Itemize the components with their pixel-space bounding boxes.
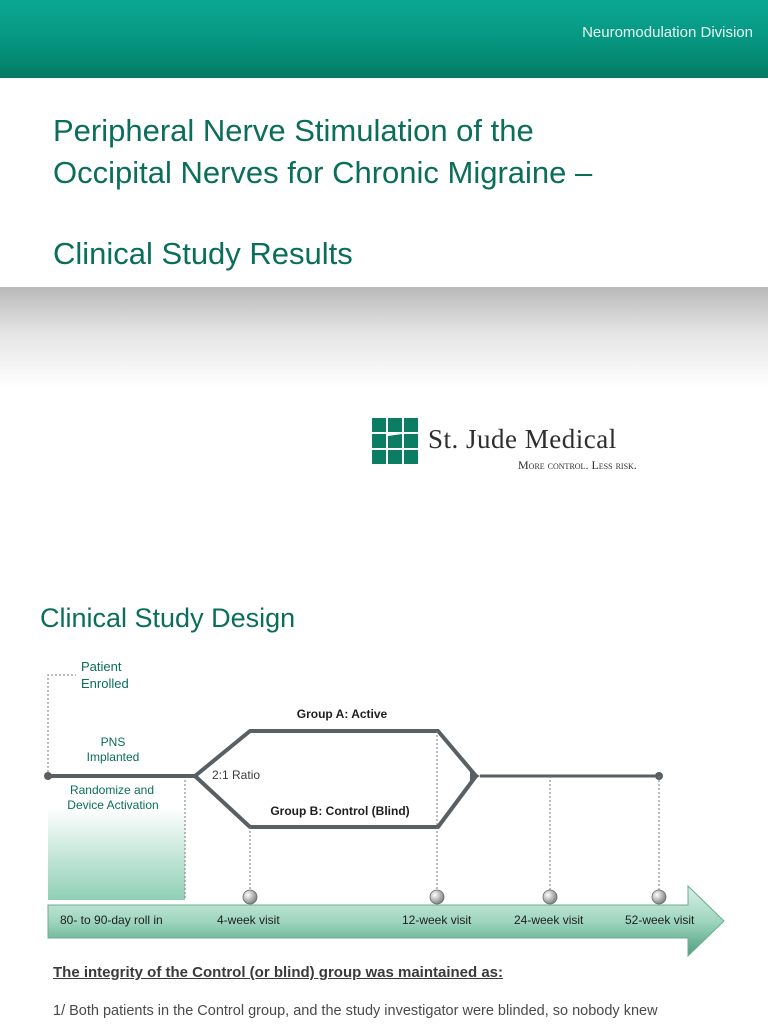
integrity-heading: The integrity of the Control (or blind) group was maintained as: [53, 964, 504, 981]
study-design-diagram [0, 645, 768, 965]
group-b-label: Group B: Control (Blind) [270, 804, 410, 818]
visit-marker-24wk [543, 890, 557, 904]
header-band [0, 0, 768, 78]
page-title [53, 110, 753, 275]
roll-in-panel [48, 808, 185, 900]
timeline-label-24wk: 24-week visit [514, 913, 584, 927]
randomize-label-2: Device Activation [67, 798, 159, 812]
patient-enrolled-label-2: Enrolled [81, 676, 129, 691]
timeline-label-4wk: 4-week visit [217, 913, 280, 927]
title-line-1: Peripheral Nerve Stimulation of the [53, 113, 534, 148]
logo-grid-icon [372, 418, 418, 464]
integrity-point-1: 1/ Both patients in the Control group, and the study investigator were blinded, so nobody knew [53, 1003, 658, 1019]
title-line-3: Clinical Study Results [53, 236, 353, 271]
group-a-label: Group A: Active [296, 707, 388, 721]
pns-label-1: PNS [100, 735, 126, 749]
timeline-label-rollin: 80- to 90-day roll in [60, 913, 163, 927]
logo-tagline: More control. Less risk. [518, 458, 637, 472]
visit-marker-12wk [430, 890, 444, 904]
enroll-dot [44, 772, 52, 780]
st-jude-logo [372, 418, 692, 478]
timeline-label-12wk: 12-week visit [402, 913, 472, 927]
patient-enrolled-label-1: Patient [81, 659, 122, 674]
visit-marker-52wk [652, 890, 666, 904]
section-title: Clinical Study Design [40, 603, 296, 633]
randomize-label-1: Randomize and [69, 783, 155, 797]
ratio-label: 2:1 Ratio [212, 768, 261, 782]
pns-label-2: Implanted [86, 750, 140, 764]
timeline-label-52wk: 52-week visit [625, 913, 695, 927]
logo-name: St. Jude Medical [428, 424, 617, 454]
enrolled-bracket [48, 675, 76, 776]
title-line-2: Occipital Nerves for Chronic Migraine – [53, 155, 593, 190]
division-label: Neuromodulation Division [582, 24, 753, 41]
gray-divider-band [0, 287, 768, 387]
visit-marker-4wk [243, 890, 257, 904]
group-b-path [195, 776, 476, 827]
